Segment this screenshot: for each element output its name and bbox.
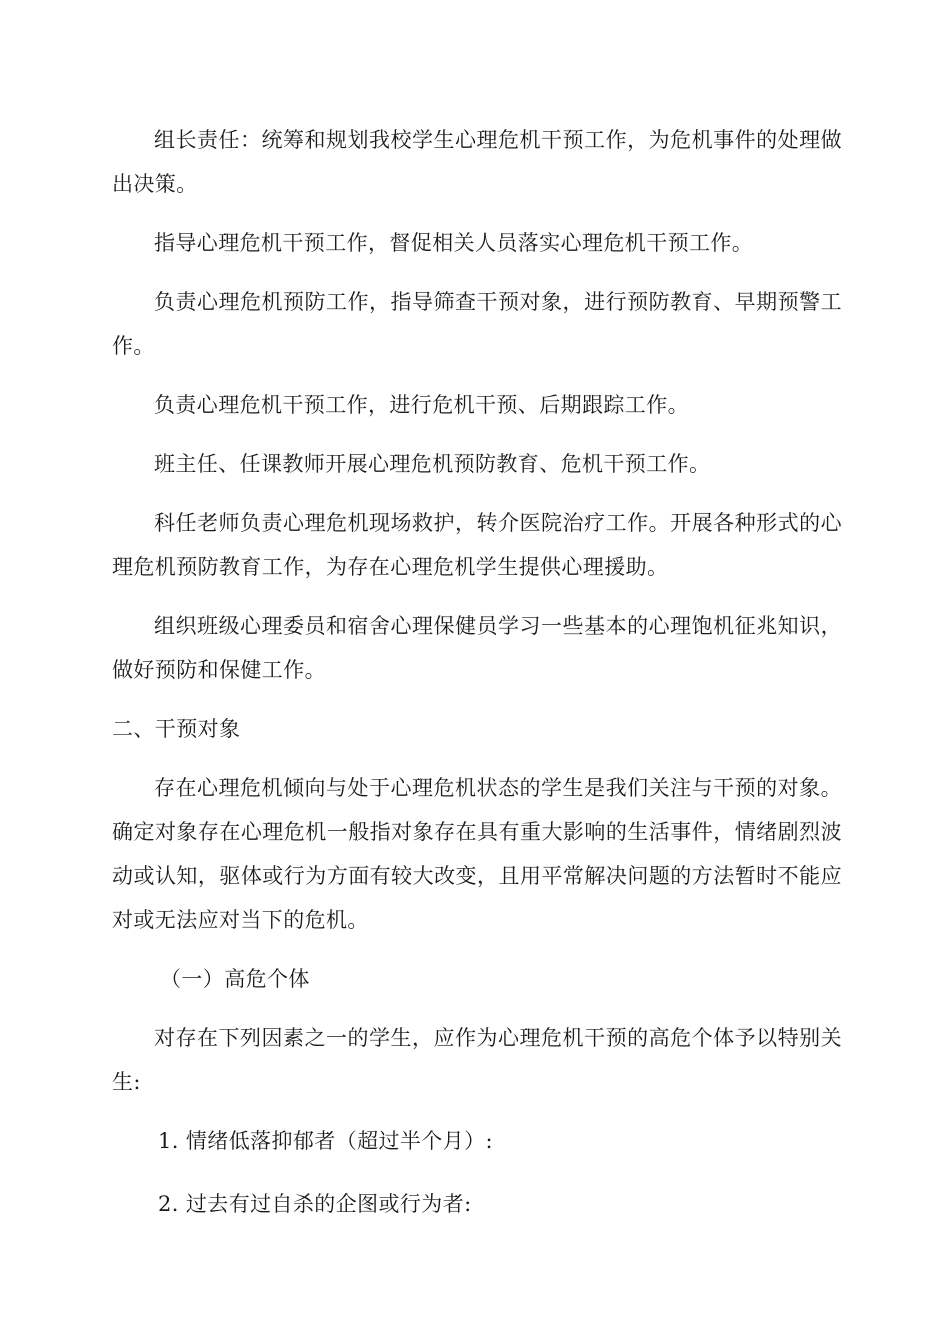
paragraph-class-teacher: 班主任、任课教师开展心理危机预防教育、危机干预工作。 [154, 452, 711, 476]
list-item: 2. 过去有过自杀的企图或行为者: [158, 1192, 472, 1216]
section-paragraph: 存在心理危机倾向与处于心理危机状态的学生是我们关注与干预的对象。确定对象存在心理危机一般指对象存在具有重大影响的生活事件，情绪剧烈波动或认知，驱体或行为方面有较大改变，且用平常解决问题的方法暂时不能应对或无法应对当下的危机。 [112, 776, 842, 932]
paragraph-prevention: 负责心理危机预防工作，指导筛查干预对象，进行预防教育、早期预警工作。 [112, 290, 842, 358]
section-heading: 二、干预对象 [112, 717, 241, 741]
list-item: 1. 情绪低落抑郁者（超过半个月）: [158, 1129, 493, 1153]
paragraph-class-committee: 组织班级心理委员和宿舍心理保健员学习一些基本的心理饱机征兆知识，做好预防和保健工作。 [112, 614, 842, 682]
subsection-heading: （一）高危个体 [160, 967, 310, 991]
paragraph-guidance: 指导心理危机干预工作，督促相关人员落实心理危机干预工作。 [154, 231, 754, 255]
subsection-paragraph: 对存在下列因素之一的学生，应作为心理危机干预的高危个体予以特别关生: [112, 1026, 842, 1094]
paragraph-intervention: 负责心理危机干预工作，进行危机干预、后期跟踪工作。 [154, 393, 689, 417]
document-page [112, 118, 842, 1245]
paragraph-subject-teacher: 科任老师负责心理危机现场救护，转介医院治疗工作。开展各种形式的心理危机预防教育工作，为存在心理危机学生提供心理援助。 [112, 511, 842, 579]
paragraph-leader-responsibility: 组长责任：统筹和规划我校学生心理危机干预工作，为危机事件的处理做出决策。 [112, 128, 842, 196]
